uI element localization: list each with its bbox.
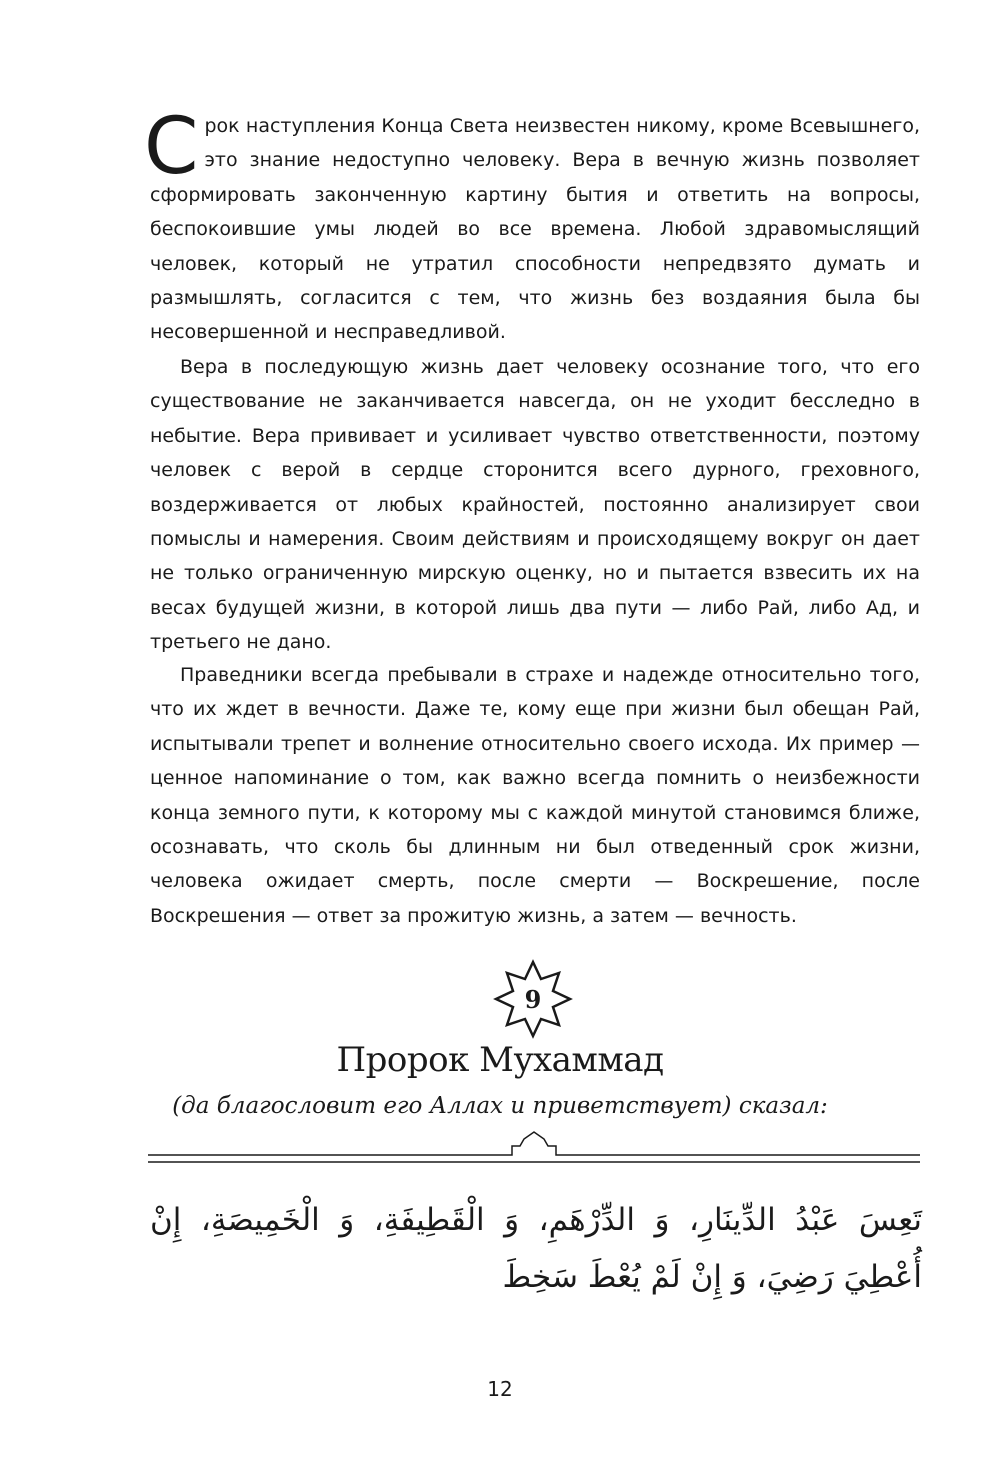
paragraph-2: Вера в последующую жизнь дает человеку осознание того, что его существование не заканчивается навсегда, он не уходит бесследно в небытие. Вера прививает и усиливает чувство ответственности, поэтому человек с верой в сердце сторонится всего дурного, греховного, воздерживается от любых крайностей, постоянно анализирует свои помыслы и намерения. Своим действиям и происходящему вокруг он дает не только ограниченную мирскую оценку, но и пытается взвесить их на весах будущей жизни, в которой лишь два пути — либо Рай, либо Ад, и третьего не дано. — [150, 356, 920, 654]
hadith-number: 9 — [524, 984, 542, 1014]
page-number: 12 — [487, 1377, 513, 1401]
arabic-hadith-text: تَعِسَ عَبْدُ الدِّينَارِ، وَ الدِّرْهَمِ، وَ الْقَطِيفَةِ، وَ الْخَمِيصَةِ، إِنْ أُعْطِيَ رَضِيَ، وَ إِنْ لَمْ يُعْطَ سَخِطَ — [150, 1202, 922, 1295]
ornamental-divider — [148, 1128, 920, 1168]
hadith-title: Пророк Мухаммад — [336, 1040, 664, 1080]
drop-cap: С — [144, 102, 199, 192]
paragraph-3: Праведники всегда пребывали в страхе и надежде относительно того, что их ждет в вечности. Даже те, кому еще при жизни был обещан Рай, испытывали трепет и волнение относительно своего исхода. Их пример — ценное напоминание о том, как важно всегда помнить о неизбежности конца земного пути, к которому мы с каждой минутой становимся ближе, осознавать, что сколь бы длинным ни был отведенный срок жизни, человека ожидает смерть, после смерти — Воскрешение, после Воскрешения — ответ за прожитую жизнь, а затем — вечность. — [150, 664, 920, 927]
paragraph-1 — [144, 102, 920, 350]
paragraph-1-text: рок наступления Конца Света неизвестен никому, кроме Всевышнего, это знание недоступно человеку. Вера в вечную жизнь позволяет сформировать законченную картину бытия и ответить на вопросы, беспокоившие умы людей во все времена. Любой здравомыслящий человек, который не утратил способности непредвзято думать и размышлять, согласится с тем, что жизнь без воздаяния была бы несовершенной и несправедливой. — [150, 115, 920, 344]
divider-arch — [504, 1132, 564, 1155]
hadith-subtitle: (да благословит его Аллах и приветствует) сказал: — [172, 1093, 828, 1119]
